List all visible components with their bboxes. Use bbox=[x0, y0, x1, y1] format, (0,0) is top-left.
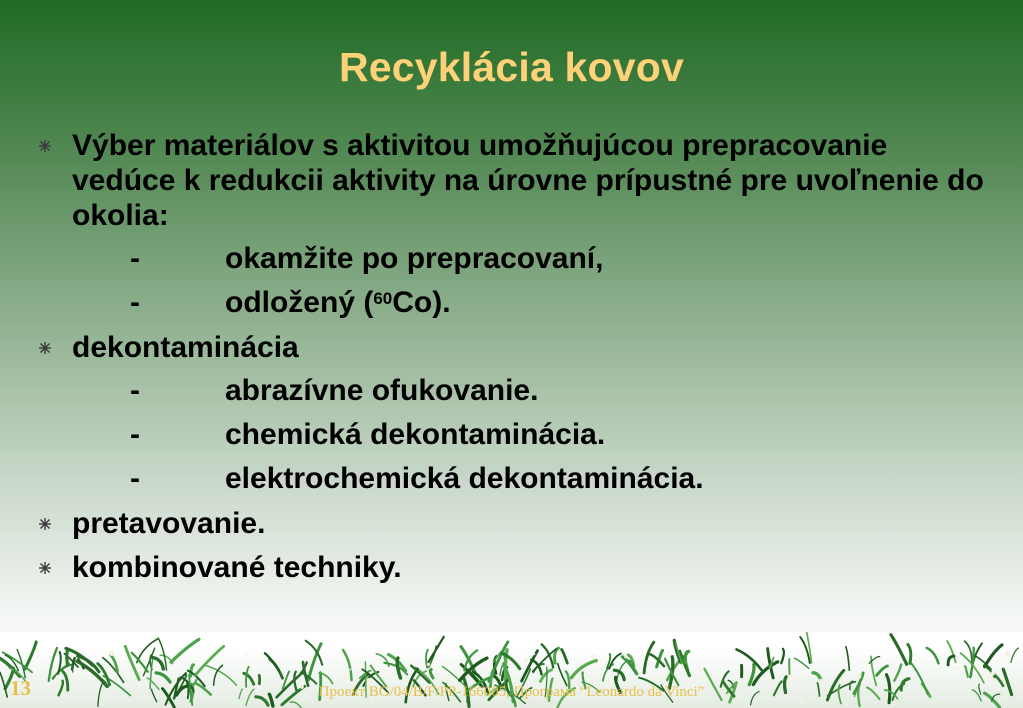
sub-item-dash: - bbox=[130, 374, 140, 407]
sub-item-dash: - bbox=[130, 418, 140, 451]
sub-item-text-before: odložený ( bbox=[225, 286, 374, 319]
sub-item bbox=[0, 369, 1023, 413]
isotope-superscript: 60 bbox=[373, 289, 393, 308]
slide-content bbox=[0, 128, 1023, 585]
asterisk-bullet-icon bbox=[38, 330, 52, 365]
sub-item-dash: - bbox=[130, 242, 140, 275]
asterisk-bullet-icon bbox=[38, 550, 52, 585]
sub-item-text: elektrochemická dekontaminácia. bbox=[225, 462, 704, 495]
bullet-item bbox=[0, 550, 1023, 585]
page-number: 13 bbox=[10, 676, 31, 700]
sub-item-text: chemická dekontaminácia. bbox=[225, 418, 606, 451]
bullet-item bbox=[0, 128, 1023, 233]
sub-item bbox=[0, 413, 1023, 457]
bullet-text: Výber materiálov s aktivitou umožňujúcou prepracovanie vedúce k redukcii aktivity na úrovne prípustné pre uvoľnenie do okolia: bbox=[72, 129, 984, 232]
sub-item bbox=[0, 457, 1023, 501]
bullet-text: kombinované techniky. bbox=[72, 551, 402, 584]
sub-item-text bbox=[225, 281, 451, 325]
sub-item bbox=[0, 281, 1023, 325]
asterisk-bullet-icon bbox=[38, 506, 52, 541]
sub-item-text-after: Co). bbox=[392, 286, 451, 319]
bullet-text: pretavovanie. bbox=[72, 507, 266, 540]
sub-item bbox=[0, 237, 1023, 281]
bullet-item bbox=[0, 330, 1023, 365]
footer-text: Проект BG/04/B/F/PP-166005, Програма “Leonardo da Vinci” bbox=[318, 684, 705, 700]
sub-item-text: okamžite po prepracovaní, bbox=[225, 242, 604, 275]
asterisk-bullet-icon bbox=[38, 128, 52, 163]
bullet-text: dekontaminácia bbox=[72, 331, 299, 364]
bullet-item bbox=[0, 506, 1023, 541]
slide-title: Recyklácia kovov bbox=[338, 44, 685, 90]
sub-item-dash: - bbox=[130, 462, 140, 495]
sub-item-dash: - bbox=[130, 286, 140, 319]
sub-item-text: abrazívne ofukovanie. bbox=[225, 374, 539, 407]
